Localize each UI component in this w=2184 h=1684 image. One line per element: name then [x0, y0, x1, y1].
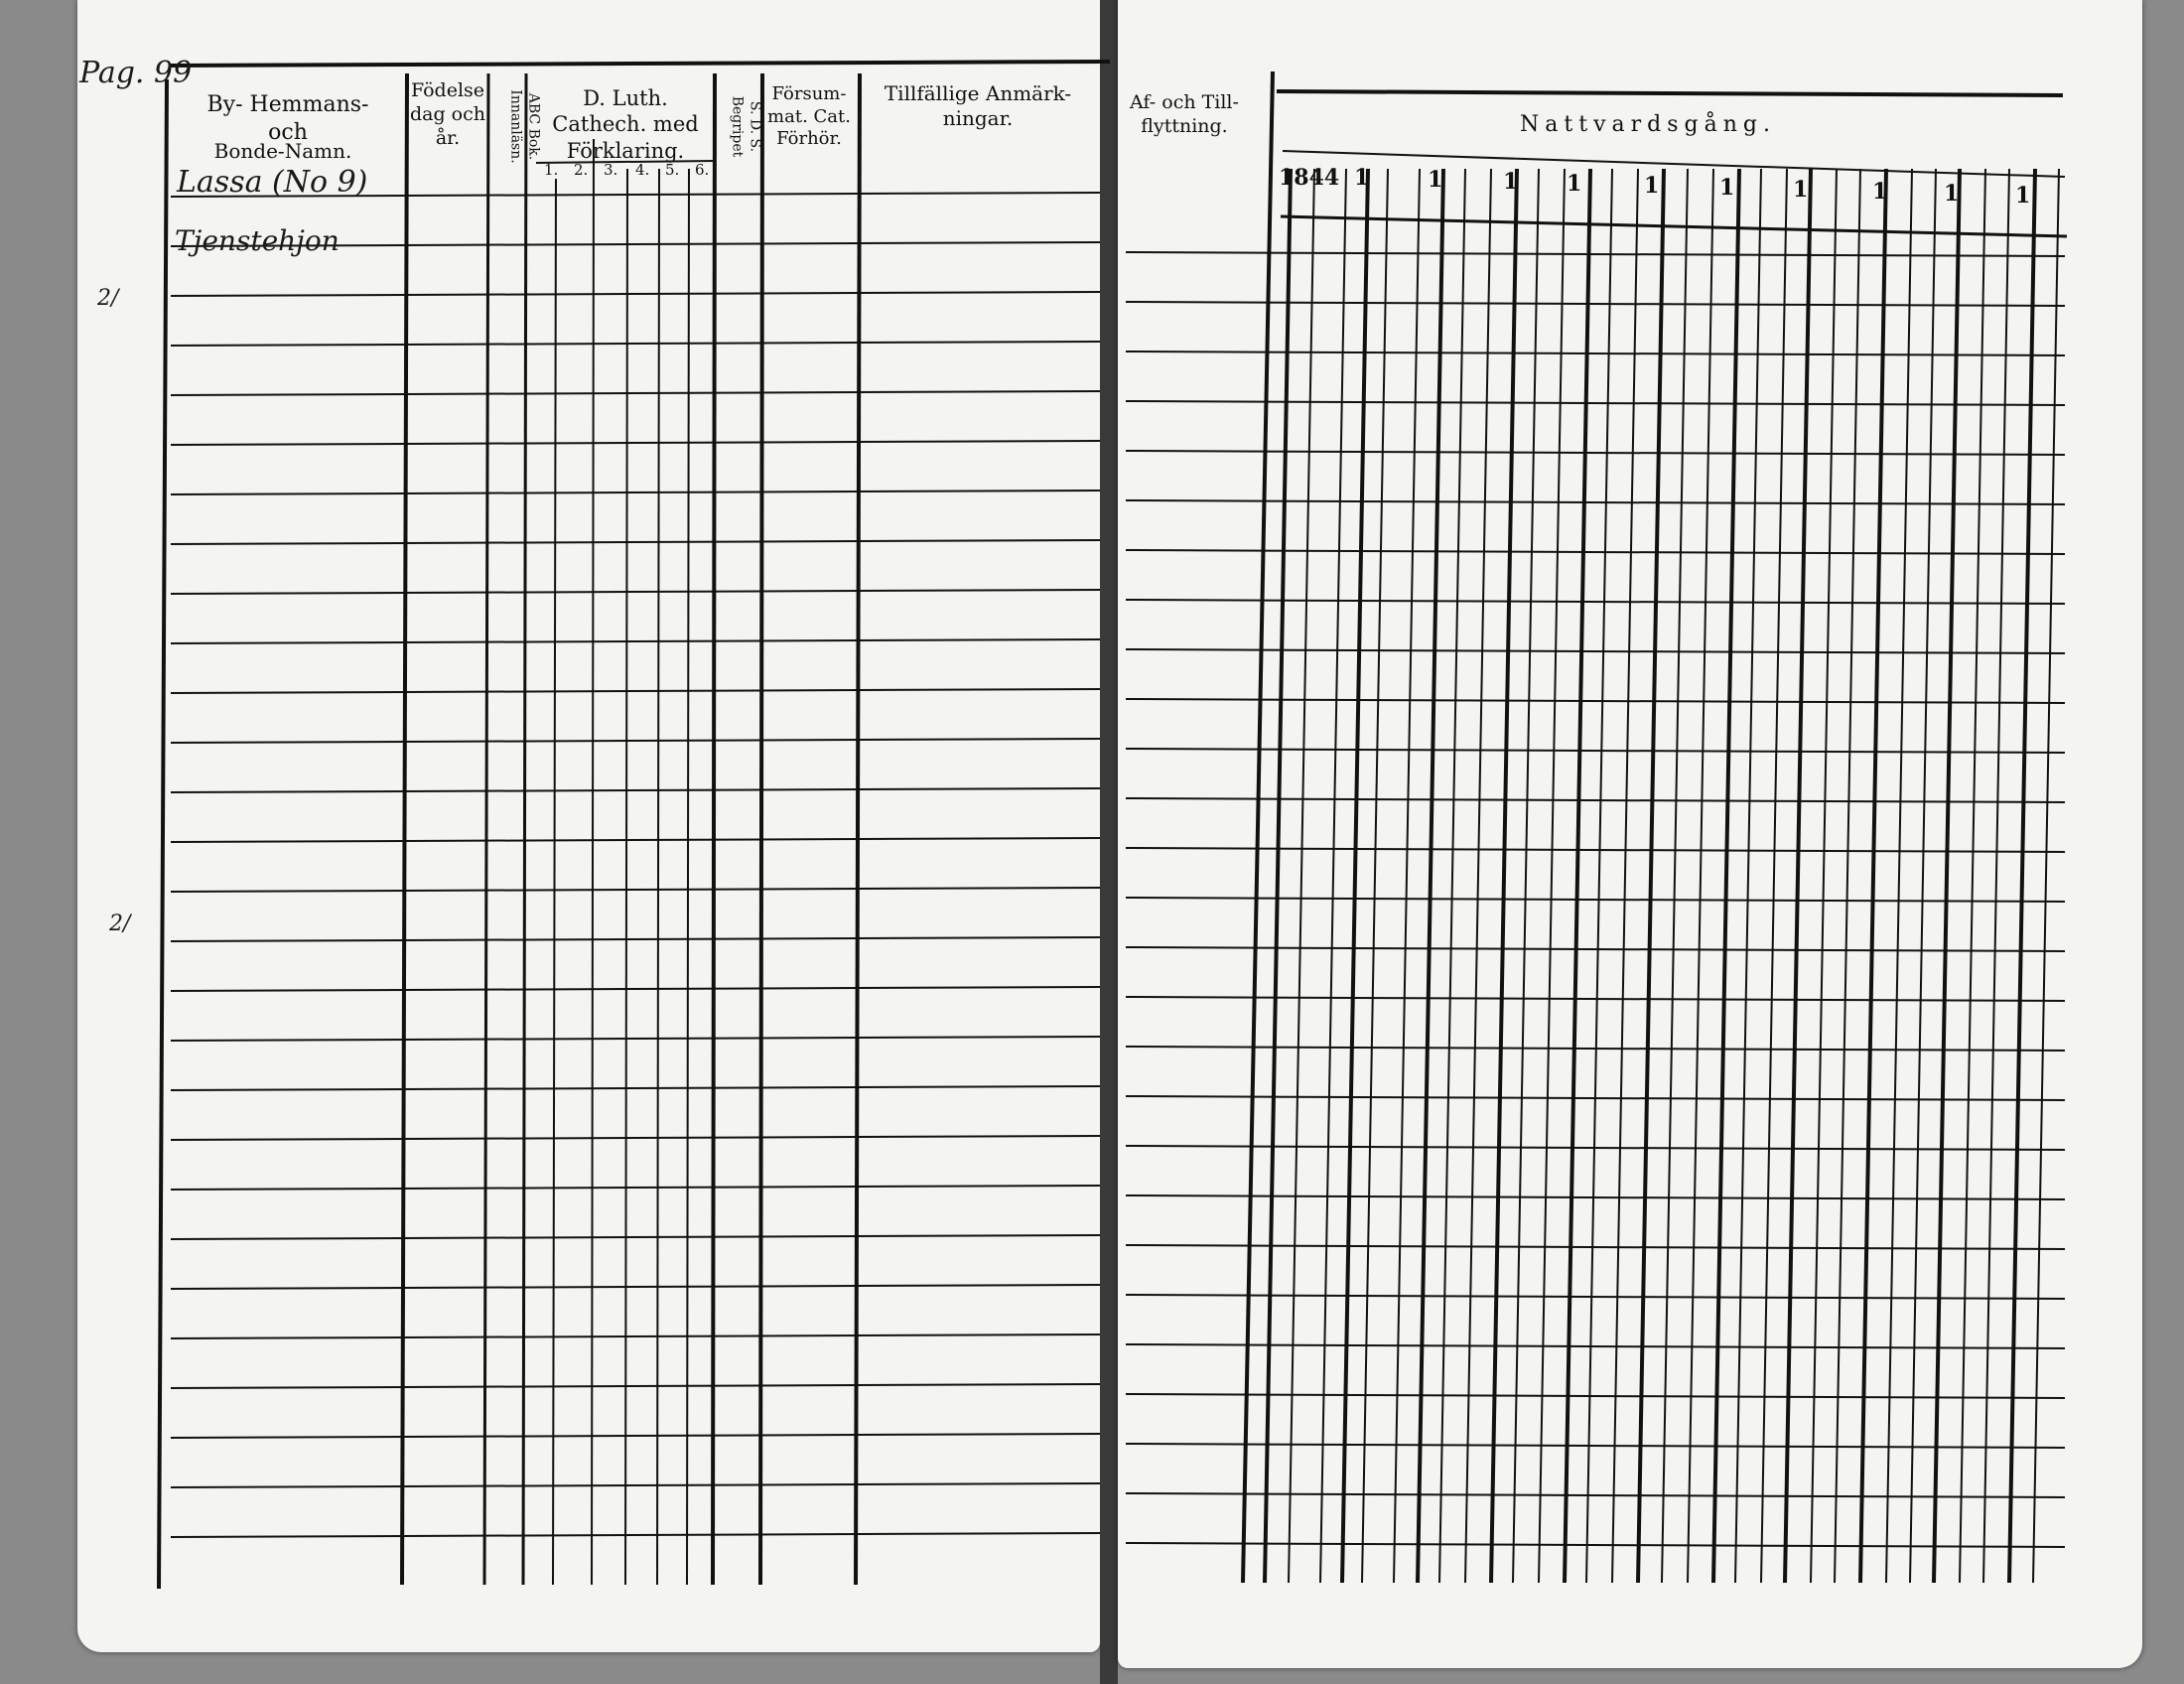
header-bonde-namn: Bonde-Namn.: [213, 139, 352, 163]
header-af-och-till: Af- och Till- flyttning.: [1130, 91, 1239, 137]
column-rule: [553, 179, 556, 1585]
column-rule: [1394, 169, 1420, 1583]
header-nattvardsgang: Nattvardsgång.: [1520, 112, 1776, 137]
column-rule: [1539, 169, 1565, 1583]
handwritten-entry: Tjenstehjon: [175, 224, 340, 257]
column-rule: [1835, 169, 1860, 1583]
row-rule: [171, 1186, 1100, 1190]
column-rule: [1811, 169, 1837, 1583]
column-rule: [1418, 169, 1443, 1583]
handwritten-entry: Lassa (No 9): [177, 165, 368, 200]
row-rule: [171, 391, 1100, 395]
row-rule: [1126, 749, 2065, 753]
year-label: 1: [1793, 177, 1809, 203]
column-rule: [1688, 169, 1713, 1583]
row-rule: [171, 342, 1100, 346]
row-rule: [1126, 1295, 2065, 1299]
column-rule: [1565, 169, 1590, 1583]
year-rule-right: [1281, 216, 2067, 236]
margin-mark: 2/: [109, 912, 131, 936]
year-label: 1: [1644, 173, 1660, 199]
column-rule: [625, 169, 627, 1585]
luth-subcolumns: [536, 161, 715, 181]
row-rule: [1126, 252, 2065, 256]
row-rule: [1126, 649, 2065, 653]
column-rule: [1586, 169, 1612, 1583]
row-rule: [171, 1235, 1100, 1239]
column-rule: [1785, 169, 1811, 1583]
row-rule: [171, 590, 1100, 594]
innanlasn-label: Innanläsn.: [508, 89, 524, 164]
column-rule: [484, 73, 488, 1585]
year-label: 1: [1872, 179, 1888, 205]
row-rule: [1126, 997, 2065, 1001]
row-rule: [171, 1533, 1100, 1537]
row-rule: [171, 1285, 1100, 1289]
luth-sub: 3.: [604, 161, 618, 179]
column-rule: [856, 73, 860, 1585]
header-forsummat: Försum- mat. Cat. Förhör.: [767, 83, 851, 149]
column-rule: [760, 73, 762, 1585]
row-rule: [171, 838, 1100, 842]
row-rule: [1126, 898, 2065, 902]
row-rule: [171, 1086, 1100, 1090]
luth-sub: 4.: [635, 161, 650, 179]
column-rule: [1265, 169, 1291, 1583]
column-rule: [1439, 169, 1465, 1583]
column-rule: [1886, 169, 1912, 1583]
column-rule: [1934, 169, 1960, 1583]
row-rule: [171, 491, 1100, 494]
row-rule: [171, 937, 1100, 941]
luth-sub: 2.: [574, 161, 589, 179]
column-rule: [1983, 169, 2009, 1583]
row-rule: [1126, 1195, 2065, 1199]
luth-sub: 5.: [665, 161, 680, 179]
row-rule: [171, 1037, 1100, 1041]
column-rule: [1713, 169, 1739, 1583]
row-rule: [171, 1434, 1100, 1438]
column-rule: [2009, 169, 2035, 1583]
column-rule: [1320, 169, 1346, 1583]
header-sds: S. D. S. Begripet: [730, 95, 763, 158]
year-label: 1: [1428, 167, 1443, 193]
row-rule: [171, 292, 1100, 296]
row-rule: [171, 639, 1100, 643]
header-rule-right: [1283, 151, 2065, 177]
column-rule: [1860, 169, 1886, 1583]
row-rule: [1126, 550, 2065, 554]
year-label: 1: [1567, 171, 1582, 197]
row-rule: [171, 1483, 1100, 1487]
column-rule: [687, 169, 689, 1585]
column-rule: [1289, 169, 1314, 1583]
column-rule: [592, 139, 594, 1585]
row-rule: [171, 1334, 1100, 1338]
row-rule: [1126, 1245, 2065, 1249]
column-rule: [1491, 169, 1517, 1583]
column-rule: [2033, 169, 2059, 1583]
row-rule: [171, 540, 1100, 544]
row-rule: [1126, 1344, 2065, 1348]
column-rule: [1465, 169, 1491, 1583]
year-label: 1: [2015, 183, 2031, 209]
row-rule: [171, 788, 1100, 792]
header-fodelse: Födelse dag och år.: [409, 79, 485, 149]
column-rule: [1662, 169, 1688, 1583]
row-rule: [171, 441, 1100, 445]
row-rule: [1126, 699, 2065, 703]
column-rule: [713, 73, 715, 1585]
year-label: 1: [1944, 181, 1960, 207]
row-rule: [171, 1384, 1100, 1388]
row-rule: [1126, 500, 2065, 504]
folio-number: Pag. 99: [79, 56, 193, 90]
header-luth: D. Luth. Cathech. med Förklaring.: [552, 86, 699, 163]
column-rule: [159, 79, 167, 1589]
column-rule: [657, 169, 659, 1585]
year-label: 1: [1354, 165, 1370, 191]
row-rule: [171, 1136, 1100, 1140]
top-rule-right: [1277, 91, 2063, 95]
row-rule: [171, 888, 1100, 892]
row-rule: [171, 739, 1100, 743]
column-rule: [1342, 169, 1368, 1583]
top-rule: [169, 62, 1110, 66]
column-rule: [1910, 169, 1936, 1583]
header-tillfallige: Tillfällige Anmärk- ningar.: [884, 81, 1072, 130]
year-label: 1: [1503, 169, 1519, 195]
header-by-hemmans: By- Hemmans- och: [206, 92, 369, 145]
column-rule: [1735, 169, 1761, 1583]
luth-sub: 6.: [695, 161, 710, 179]
column-rule: [1761, 169, 1787, 1583]
column-rule: [1612, 169, 1638, 1583]
year-label: 1844: [1279, 165, 1340, 191]
column-rule: [523, 73, 526, 1585]
year-label: 1: [1719, 175, 1735, 201]
column-rule: [1960, 169, 1985, 1583]
abc-label: ABC Bok.: [525, 92, 542, 161]
row-rule: [171, 987, 1100, 991]
column-rule: [1513, 169, 1539, 1583]
margin-mark: 2/: [97, 286, 119, 311]
row-rule: [1126, 600, 2065, 604]
row-rule: [171, 689, 1100, 693]
luth-sub: 1.: [544, 161, 559, 179]
column-rule: [1638, 169, 1664, 1583]
row-rule: [1126, 947, 2065, 951]
column-rule: [402, 73, 407, 1585]
